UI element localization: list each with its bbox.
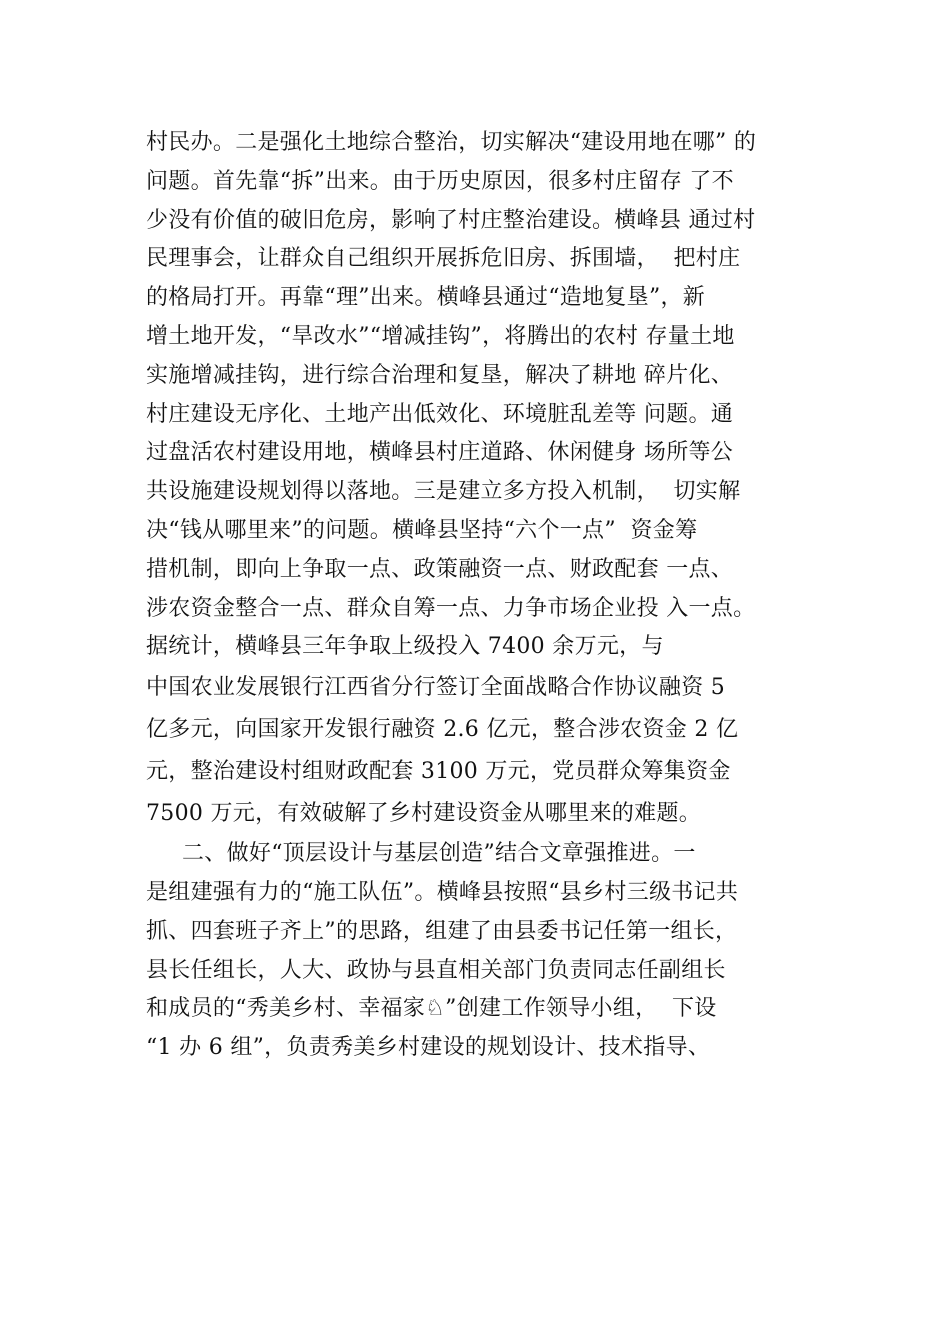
text-line: 实施增减挂钩，进行综合治理和复垦，解决了耕地 碎片化、 [146, 362, 734, 388]
text-line: 据统计，横峰县三年争取上级投入 7400 余万元，与 [146, 634, 664, 660]
text-line: 二、做好“顶层设计与基层创造”结合文章强推进。一 [182, 841, 696, 867]
text-line: 决“钱从哪里来”的问题。横峰县坚持“六个一点” 资金筹 [146, 517, 698, 543]
text-line: 村庄建设无序化、土地产出低效化、环境脏乱差等 问题。通 [146, 401, 734, 427]
paragraph-funding [146, 124, 846, 835]
body-text [146, 124, 846, 1068]
paragraph-leadership [146, 835, 846, 1068]
text-line: 措机制，即向上争取一点、政策融资一点、财政配套 一点、 [146, 556, 734, 582]
text-line: 是组建强有力的“施工队伍”。横峰县按照“县乡村三级书记共 [146, 879, 739, 905]
text-line: 少没有价值的破旧危房，影响了村庄整治建设。横峰县 通过村 [146, 207, 756, 233]
text-line: 民理事会，让群众自己组织开展拆危旧房、拆围墙， 把村庄 [146, 246, 741, 272]
text-line: 元，整治建设村组财政配套 3100 万元，党员群众筹集资金 [146, 759, 731, 785]
text-line: 7500 万元，有效破解了乡村建设资金从哪里来的难题。 [146, 801, 702, 827]
text-line: 抓、四套班子齐上”的思路，组建了由县委书记任第一组长， [146, 918, 738, 944]
text-line: 亿多元，向国家开发银行融资 2.6 亿元，整合涉农资金 2 亿 [146, 717, 739, 743]
text-line: 共设施建设规划得以落地。三是建立多方投入机制， 切实解 [146, 479, 741, 505]
text-line: “1 办 6 组”，负责秀美乡村建设的规划设计、技术指导、 [146, 1035, 711, 1061]
text-line: 和成员的“秀美乡村、幸福家♘”创建工作领导小组， 下设 [146, 996, 717, 1022]
text-line: 县长任组长，人大、政协与县直相关部门负责同志任副组长 [146, 957, 726, 983]
text-line: 中国农业发展银行江西省分行签订全面战略合作协议融资 5 [146, 675, 726, 701]
text-line: 的格局打开。再靠“理”出来。横峰县通过“造地复垦”，新 [146, 285, 706, 311]
text-line: 村民办。二是强化土地综合整治，切实解决“建设用地在哪” 的 [146, 130, 757, 155]
text-line: 增土地开发，“旱改水”“增减挂钩”，将腾出的农村 存量土地 [146, 323, 735, 349]
text-line: 问题。首先靠“拆”出来。由于历史原因，很多村庄留存 了不 [146, 168, 734, 194]
text-line: 过盘活农村建设用地，横峰县村庄道路、休闲健身 场所等公 [146, 440, 734, 466]
text-line: 涉农资金整合一点、群众自筹一点、力争市场企业投 入一点。 [146, 595, 756, 621]
